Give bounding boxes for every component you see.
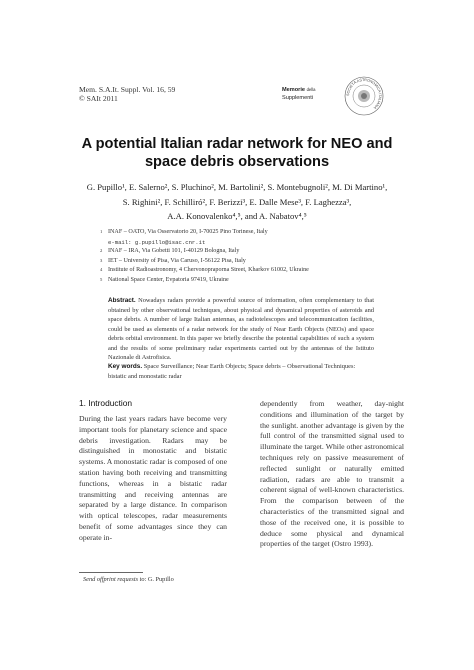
intro-column-1: During the last years radars have become very important tools for planetary science and space debris investigation. Radars may be distinguished in monostatic and bistatic systems. A monostatic radar is composed of one station having both receiving and transmitting functions, whereas in a bistatic radar transmitting and receiving antennas are separated by a large distance. In comparison with optical telescopes, radar measurements benefit of some advantages since they can operate in- (79, 414, 227, 542)
author-list (66, 180, 408, 224)
footnote-label: Send offprint requests to (83, 576, 145, 583)
abstract (108, 296, 374, 363)
abstract-text: Nowadays radars provide a powerful source of information, often complementary to that obtained by other observational techniques, about physical and dynamical properties of asteroids and space debris. A number of large Italian antennas, as radiotelescopes and telecommunication facilities, could be used as elements of a radar network for the study of Near Earth Objects (NEOs) and space debris orbital environment. In this paper we briefly describe the potential capabilities of such a system and the results of some preliminary radar experiments carried out by the antennas of the Istituto Nazionale di Astrofisica. (108, 297, 374, 361)
logo-della: della (306, 87, 316, 92)
affiliation-2: 2 INAF – IRA, Via Gobetti 101, I-40129 Bologna, Italy (100, 248, 240, 255)
author-line-1: G. Pupillo¹, E. Salerno², S. Pluchino², M. Bartolini², S. Montebugnoli², M. Di Martino¹, (86, 182, 388, 192)
keywords-label: Key words. (108, 363, 143, 370)
affiliation-1: 1 INAF – OATO, Via Osservatorio 20, I-70025 Pino Torinese, Italy (100, 229, 268, 235)
logo-text (282, 86, 315, 102)
keywords (108, 362, 374, 381)
affiliation-4: 4 Institute of Radioastronomy, 4 Chervonopraporna Street, Kharkov 61002, Ukraine (100, 267, 309, 274)
footnote-name: : G. Pupillo (144, 576, 174, 583)
logo-supplementi: Supplementi (282, 95, 314, 101)
journal-logo (282, 72, 392, 120)
journal-line: Mem. S.A.It. Suppl. Vol. 16, 59 (79, 85, 176, 94)
seal-text: SOCIETÀ ASTRONOMICA ITALIANA (345, 77, 383, 110)
journal-header (79, 85, 175, 103)
copyright-line: © SAIt 2011 (79, 94, 118, 103)
title-line-1: A potential Italian radar network for NEO and (81, 136, 393, 152)
paper-title (60, 135, 414, 171)
abstract-label: Abstract. (108, 297, 136, 304)
footnote (83, 576, 174, 584)
affiliations (100, 228, 410, 286)
section-heading: 1. Introduction (79, 398, 133, 408)
title-line-2: space debris observations (144, 154, 330, 170)
footnote-rule (79, 572, 143, 573)
intro-column-2: dependently from weather, day-night conditions and illumination of the target by the sunlight. another advantage is given by the full control of the transmitted signal used to illuminate the target. While other astronomical techniques rely on passive measurement of reflected sunlight or naturally emitted radiation, radars are able to transmit a coherent signal of well-known characteristics. From the comparison between of the characteristics of the transmitted signal and those of the received one, it is possible to deduce some physical and dynamical properties of the target (Ostro 1993). (260, 399, 404, 549)
affiliation-5: 5 National Space Center, Evpatoria 97419, Ukraine (100, 276, 229, 283)
author-line-2: S. Righini², F. Schilliró², F. Berizzi³, E. Dalle Mese³, F. Laghezza³, (122, 196, 352, 207)
logo-memorie: Memorie (282, 87, 306, 93)
affiliation-3: 3 IET – University of Pisa, Via Caruso, I-56122 Pisa, Italy (100, 257, 246, 264)
keywords-text: Space Surveillance; Near Earth Objects; Space debris – Observational Techniques: bistatic and monostatic radar (108, 363, 356, 380)
author-line-3: A.A. Konovalenko⁴,⁵, and A. Nabatov⁴,⁵ (167, 211, 307, 222)
society-seal-icon (344, 76, 384, 116)
email: e-mail: g.pupillo@isac.cnr.it (108, 238, 206, 246)
